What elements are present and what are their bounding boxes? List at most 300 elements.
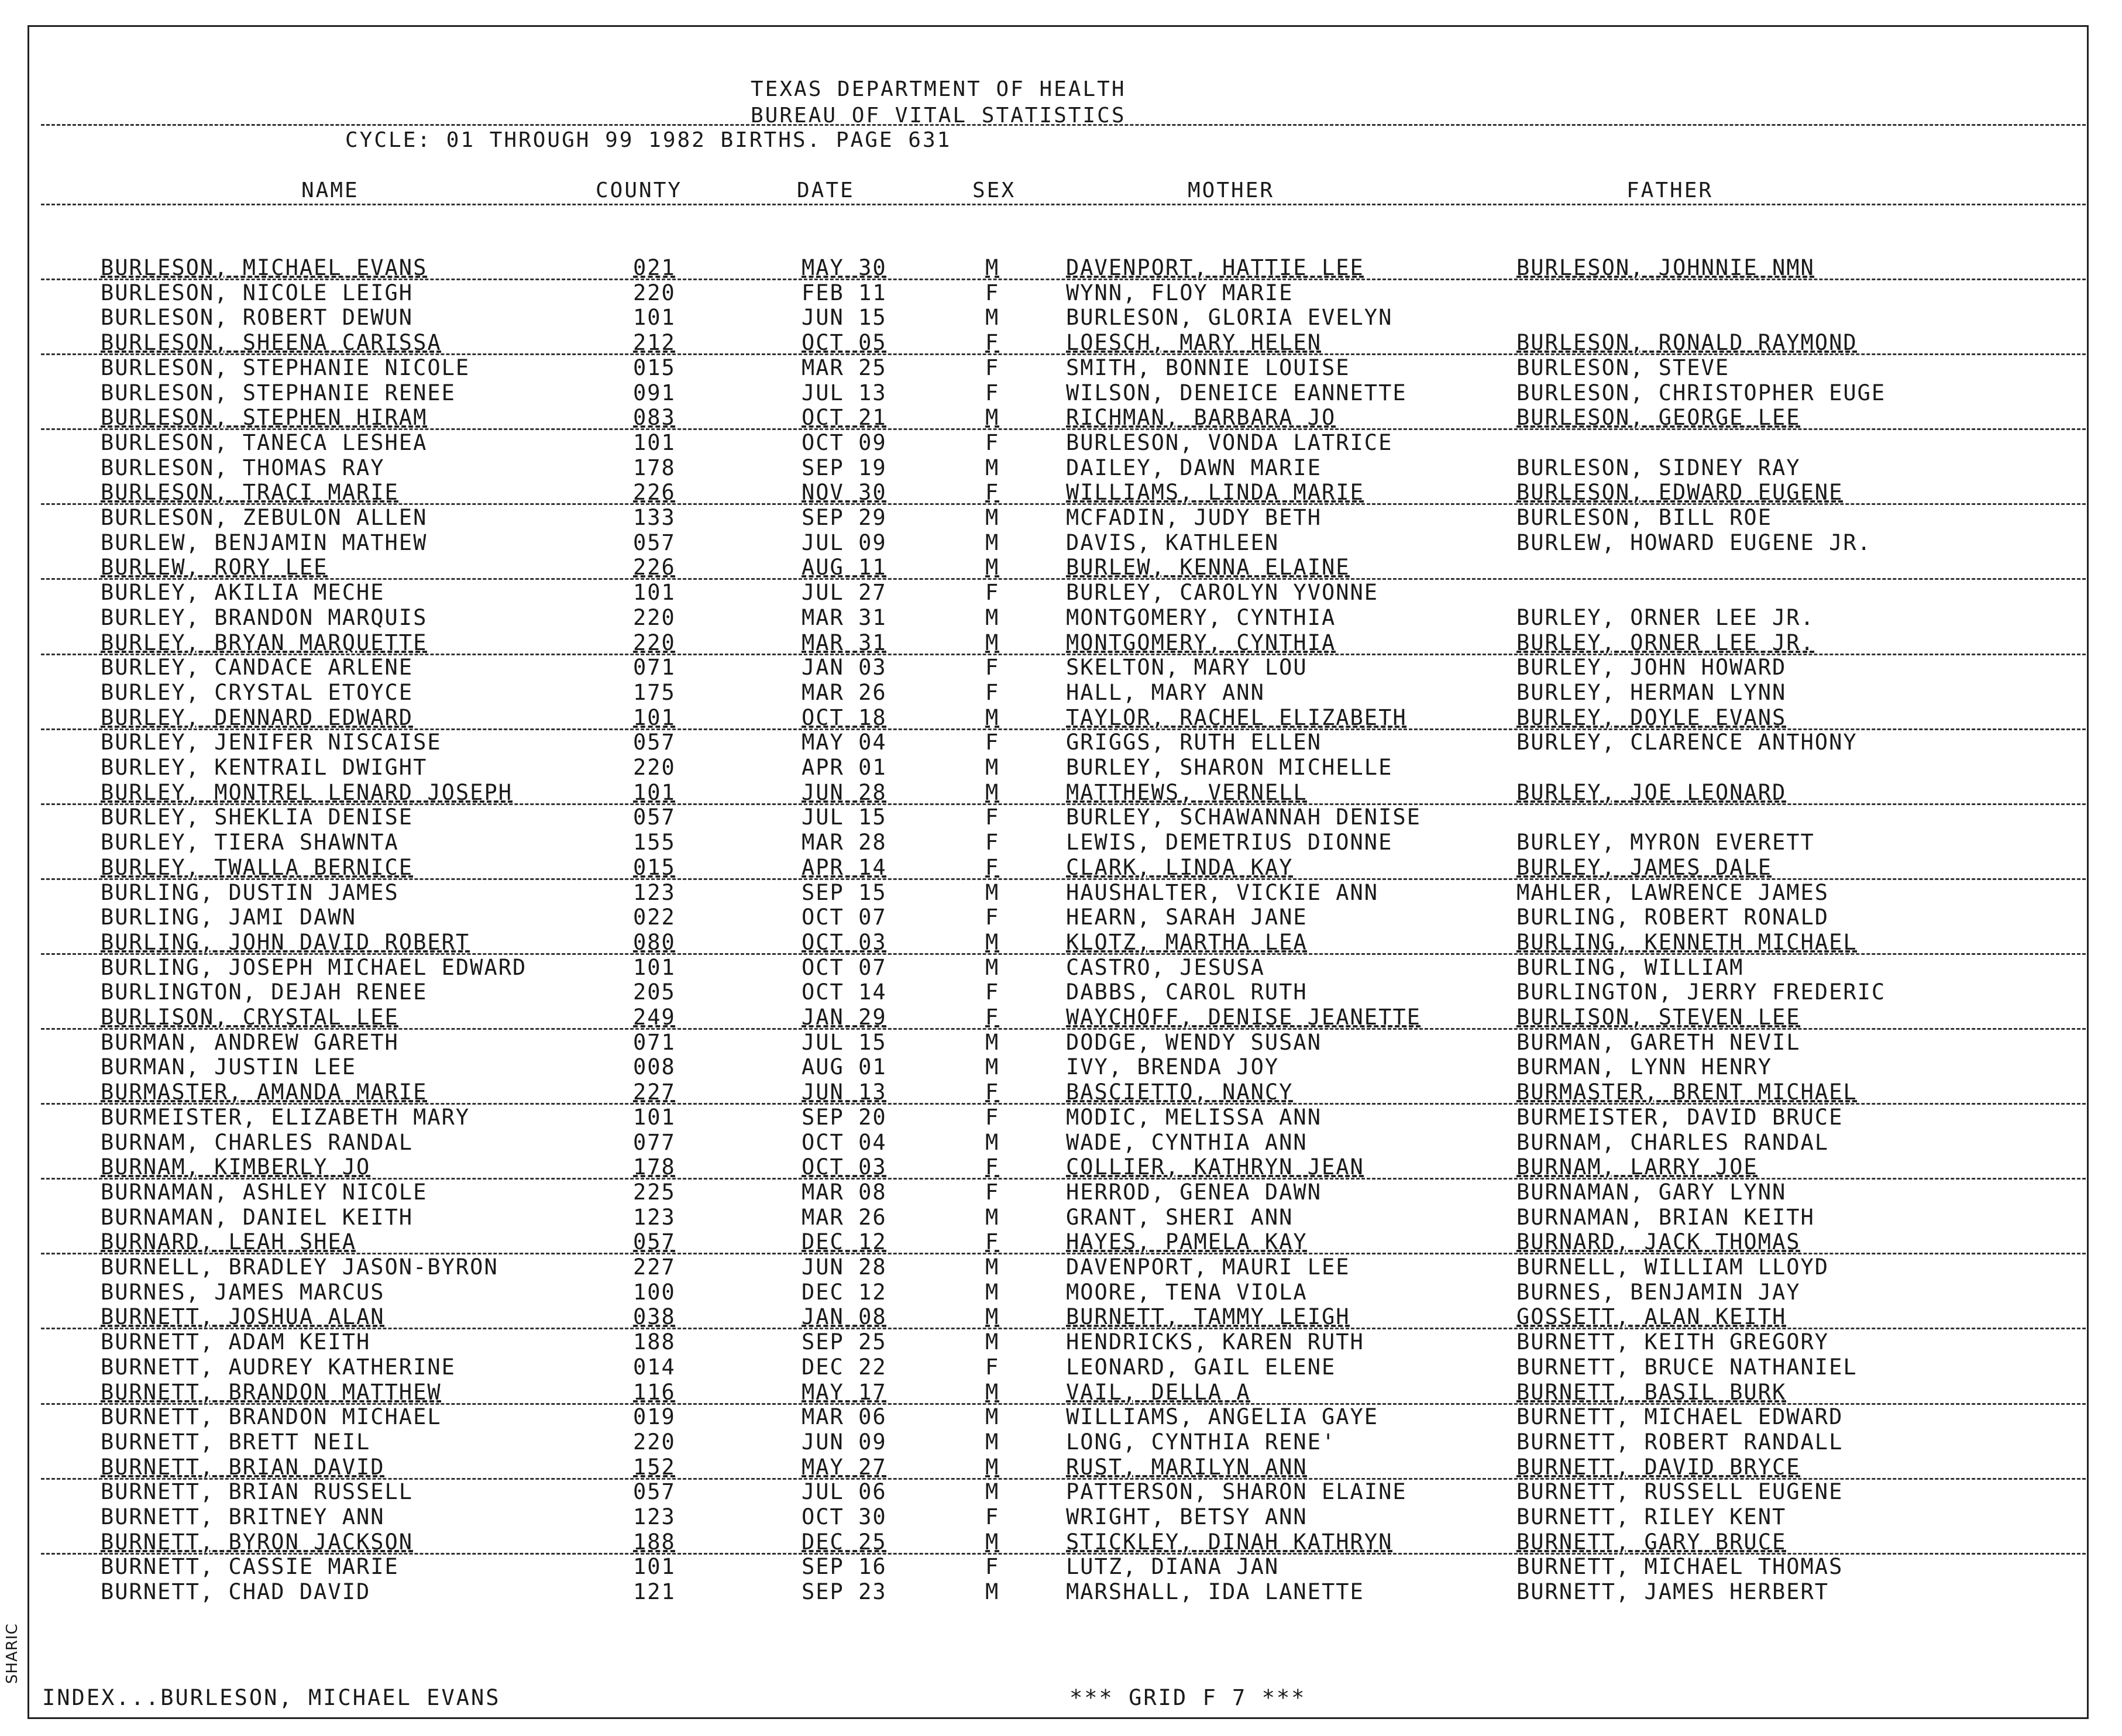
cell-mother: MONTGOMERY, CYNTHIA: [1066, 630, 1336, 655]
cell-county: 008: [633, 1054, 676, 1080]
cell-father: BURLESON, SIDNEY RAY: [1516, 455, 1801, 480]
table-row: [0, 1054, 2122, 1080]
cell-sex: M: [985, 530, 1000, 555]
cell-father: BURLESON, BILL ROE: [1516, 505, 1772, 530]
cell-father: BURNETT, KEITH GREGORY: [1516, 1329, 1829, 1355]
cell-name: BURLEY, DENNARD EDWARD: [101, 705, 414, 730]
cell-sex: F: [985, 580, 1000, 605]
cell-mother: BURLEY, SCHAWANNAH DENISE: [1066, 805, 1421, 830]
cell-date: SEP 20: [802, 1105, 887, 1130]
cell-mother: BASCIETTO, NANCY: [1066, 1080, 1294, 1105]
cell-mother: HERROD, GENEA DAWN: [1066, 1180, 1322, 1205]
cell-county: 133: [633, 505, 676, 530]
cell-father: BURLESON, GEORGE LEE: [1516, 405, 1801, 430]
cell-sex: M: [985, 1030, 1000, 1055]
cell-county: 123: [633, 1205, 676, 1230]
cell-name: BURLEW, BENJAMIN MATHEW: [101, 530, 428, 555]
cell-sex: M: [985, 955, 1000, 980]
cell-date: OCT 30: [802, 1504, 887, 1529]
cell-mother: WILLIAMS, LINDA MARIE: [1066, 480, 1364, 505]
cell-name: BURLESON, ROBERT DEWUN: [101, 305, 414, 330]
cell-date: SEP 29: [802, 505, 887, 530]
table-row: [0, 1254, 2122, 1280]
cell-name: BURNETT, BRITNEY ANN: [101, 1504, 385, 1529]
cell-name: BURLEY, TIERA SHAWNTA: [101, 830, 399, 855]
table-row: [0, 1304, 2122, 1329]
cell-date: MAY 30: [802, 255, 887, 280]
cell-sex: F: [985, 1080, 1000, 1105]
table-row: [0, 1554, 2122, 1579]
cell-sex: M: [985, 1380, 1000, 1405]
table-row: [0, 1080, 2122, 1105]
cell-name: BURLESON, STEPHANIE NICOLE: [101, 355, 470, 380]
cell-date: JUL 27: [802, 580, 887, 605]
cell-county: 091: [633, 380, 676, 405]
cell-county: 021: [633, 255, 676, 280]
cell-name: BURNAMAN, ASHLEY NICOLE: [101, 1180, 428, 1205]
cell-mother: LUTZ, DIANA JAN: [1066, 1554, 1280, 1579]
cell-sex: M: [985, 1329, 1000, 1355]
cell-father: BURLEY, JAMES DALE: [1516, 855, 1772, 880]
cell-county: 123: [633, 880, 676, 905]
cell-mother: HENDRICKS, KAREN RUTH: [1066, 1329, 1364, 1355]
table-row: [0, 330, 2122, 355]
cell-father: BURLINGTON, JERRY FREDERIC: [1516, 979, 1886, 1005]
table-row: [0, 1180, 2122, 1205]
cell-sex: M: [985, 305, 1000, 330]
cell-mother: CLARK, LINDA KAY: [1066, 855, 1294, 880]
cell-date: MAY 04: [802, 730, 887, 755]
cell-father: BURLISON, STEVEN LEE: [1516, 1005, 1801, 1030]
cell-name: BURNAM, CHARLES RANDAL: [101, 1130, 414, 1155]
cell-county: 226: [633, 480, 676, 505]
table-row: [0, 1229, 2122, 1254]
table-row: [0, 1380, 2122, 1405]
table-row: [0, 1355, 2122, 1380]
table-row: [0, 780, 2122, 805]
cell-name: BURLESON, MICHAEL EVANS: [101, 255, 428, 280]
cell-county: 116: [633, 1380, 676, 1405]
bureau-title: BUREAU OF VITAL STATISTICS: [751, 104, 1126, 128]
cell-sex: F: [985, 1105, 1000, 1130]
cell-county: 220: [633, 280, 676, 305]
table-row: [0, 805, 2122, 830]
cell-sex: M: [985, 1304, 1000, 1329]
cell-mother: BURLESON, VONDA LATRICE: [1066, 430, 1393, 455]
cell-name: BURLEY, AKILIA MECHE: [101, 580, 385, 605]
cell-name: BURLESON, TANECA LESHEA: [101, 430, 428, 455]
column-header-mother: MOTHER: [1188, 178, 1275, 202]
table-row: [0, 1280, 2122, 1305]
cell-county: 101: [633, 705, 676, 730]
table-row: [0, 1154, 2122, 1180]
cell-sex: F: [985, 430, 1000, 455]
cell-father: BURNAM, CHARLES RANDAL: [1516, 1130, 1829, 1155]
cell-mother: BURNETT, TAMMY LEIGH: [1066, 1304, 1350, 1329]
cell-mother: BURLEY, CAROLYN YVONNE: [1066, 580, 1379, 605]
cell-county: 057: [633, 530, 676, 555]
cell-name: BURLISON, CRYSTAL LEE: [101, 1005, 399, 1030]
cell-county: 057: [633, 730, 676, 755]
cell-name: BURLEY, MONTREL LENARD JOSEPH: [101, 780, 513, 805]
cell-county: 178: [633, 1154, 676, 1180]
cell-date: JUN 28: [802, 780, 887, 805]
cell-date: OCT 14: [802, 979, 887, 1005]
cell-mother: BURLESON, GLORIA EVELYN: [1066, 305, 1393, 330]
cell-county: 080: [633, 930, 676, 955]
cell-sex: M: [985, 505, 1000, 530]
cell-sex: F: [985, 805, 1000, 830]
header-rule: [41, 124, 2086, 126]
cell-mother: WILSON, DENEICE EANNETTE: [1066, 380, 1407, 405]
cell-mother: DAVIS, KATHLEEN: [1066, 530, 1280, 555]
cell-county: 123: [633, 1504, 676, 1529]
cell-county: 077: [633, 1130, 676, 1155]
cell-sex: M: [985, 1254, 1000, 1280]
cell-county: 071: [633, 655, 676, 680]
table-row: [0, 580, 2122, 605]
table-row: [0, 855, 2122, 880]
cell-father: BURNETT, MICHAEL THOMAS: [1516, 1554, 1844, 1579]
cell-date: DEC 22: [802, 1355, 887, 1380]
table-row: [0, 1404, 2122, 1429]
cell-sex: F: [985, 1554, 1000, 1579]
cell-father: BURNAM, LARRY JOE: [1516, 1154, 1758, 1180]
cell-father: BURNES, BENJAMIN JAY: [1516, 1280, 1801, 1305]
cell-sex: F: [985, 280, 1000, 305]
cell-sex: M: [985, 405, 1000, 430]
cell-mother: WRIGHT, BETSY ANN: [1066, 1504, 1308, 1529]
cell-mother: DAVENPORT, MAURI LEE: [1066, 1254, 1350, 1280]
cell-mother: PATTERSON, SHARON ELAINE: [1066, 1479, 1407, 1504]
cell-mother: BURLEY, SHARON MICHELLE: [1066, 755, 1393, 780]
cell-county: 220: [633, 755, 676, 780]
cell-county: 227: [633, 1254, 676, 1280]
table-row: [0, 880, 2122, 905]
cell-mother: WYNN, FLOY MARIE: [1066, 280, 1294, 305]
cell-sex: F: [985, 655, 1000, 680]
cell-name: BURLING, JAMI DAWN: [101, 905, 356, 930]
table-row: [0, 930, 2122, 955]
cell-sex: M: [985, 780, 1000, 805]
cell-sex: F: [985, 1005, 1000, 1030]
cell-mother: WADE, CYNTHIA ANN: [1066, 1130, 1308, 1155]
cell-sex: F: [985, 979, 1000, 1005]
column-header-father: FATHER: [1626, 178, 1714, 202]
cell-sex: F: [985, 1180, 1000, 1205]
cell-mother: DAVENPORT, HATTIE LEE: [1066, 255, 1364, 280]
cell-sex: M: [985, 1130, 1000, 1155]
cell-mother: WAYCHOFF, DENISE JEANETTE: [1066, 1005, 1421, 1030]
cell-sex: M: [985, 605, 1000, 630]
cell-sex: F: [985, 1229, 1000, 1254]
table-row: [0, 630, 2122, 655]
cell-county: 220: [633, 1429, 676, 1455]
cell-date: JUN 28: [802, 1254, 887, 1280]
cell-county: 014: [633, 1355, 676, 1380]
cell-father: BURLEY, HERMAN LYNN: [1516, 680, 1787, 705]
cell-date: MAR 26: [802, 680, 887, 705]
cell-county: 083: [633, 405, 676, 430]
cell-sex: F: [985, 1504, 1000, 1529]
table-row: [0, 1030, 2122, 1055]
cell-sex: M: [985, 1579, 1000, 1604]
cell-father: BURNETT, ROBERT RANDALL: [1516, 1429, 1844, 1455]
cell-date: MAR 25: [802, 355, 887, 380]
cell-mother: DAILEY, DAWN MARIE: [1066, 455, 1322, 480]
cell-name: BURLEW, RORY LEE: [101, 555, 328, 580]
cell-date: DEC 12: [802, 1229, 887, 1254]
cell-mother: GRIGGS, RUTH ELLEN: [1066, 730, 1322, 755]
table-row: [0, 1429, 2122, 1455]
cell-sex: F: [985, 680, 1000, 705]
cell-name: BURLESON, STEPHEN HIRAM: [101, 405, 428, 430]
cell-mother: GRANT, SHERI ANN: [1066, 1205, 1294, 1230]
table-row: [0, 255, 2122, 280]
cell-date: OCT 18: [802, 705, 887, 730]
cell-date: OCT 07: [802, 905, 887, 930]
cell-county: 152: [633, 1455, 676, 1480]
cell-name: BURNETT, JOSHUA ALAN: [101, 1304, 385, 1329]
table-row: [0, 1529, 2122, 1555]
cell-county: 100: [633, 1280, 676, 1305]
cell-name: BURLEY, KENTRAIL DWIGHT: [101, 755, 428, 780]
cell-date: JAN 08: [802, 1304, 887, 1329]
cell-date: AUG 01: [802, 1054, 887, 1080]
cell-sex: M: [985, 630, 1000, 655]
column-header-sex: SEX: [972, 178, 1016, 202]
cell-father: MAHLER, LAWRENCE JAMES: [1516, 880, 1829, 905]
cell-date: SEP 15: [802, 880, 887, 905]
cell-date: SEP 16: [802, 1554, 887, 1579]
column-header-name: NAME: [301, 178, 359, 202]
cell-date: OCT 05: [802, 330, 887, 355]
cell-date: OCT 03: [802, 930, 887, 955]
cell-date: JUL 15: [802, 1030, 887, 1055]
cell-father: BURMEISTER, DAVID BRUCE: [1516, 1105, 1844, 1130]
cell-county: 101: [633, 1105, 676, 1130]
cell-sex: M: [985, 1280, 1000, 1305]
cell-father: BURLEY, ORNER LEE JR.: [1516, 630, 1815, 655]
cell-date: JUL 13: [802, 380, 887, 405]
table-row: [0, 1455, 2122, 1480]
cell-sex: M: [985, 930, 1000, 955]
cell-sex: M: [985, 1479, 1000, 1504]
cell-date: MAR 08: [802, 1180, 887, 1205]
cell-mother: VAIL, DELLA A: [1066, 1380, 1251, 1405]
cell-name: BURNETT, BRIAN RUSSELL: [101, 1479, 414, 1504]
cell-name: BURLINGTON, DEJAH RENEE: [101, 979, 428, 1005]
cell-name: BURNETT, ADAM KEITH: [101, 1329, 371, 1355]
cell-father: BURLING, KENNETH MICHAEL: [1516, 930, 1858, 955]
cell-county: 188: [633, 1529, 676, 1555]
table-row: [0, 830, 2122, 855]
table-row: [0, 955, 2122, 980]
cell-father: GOSSETT, ALAN KEITH: [1516, 1304, 1787, 1329]
cell-name: BURLESON, NICOLE LEIGH: [101, 280, 414, 305]
cell-sex: M: [985, 255, 1000, 280]
table-row: [0, 1130, 2122, 1155]
cell-sex: M: [985, 1529, 1000, 1555]
cell-mother: STICKLEY, DINAH KATHRYN: [1066, 1529, 1393, 1555]
table-row: [0, 430, 2122, 455]
cell-date: JUL 06: [802, 1479, 887, 1504]
table-row: [0, 455, 2122, 480]
cell-county: 022: [633, 905, 676, 930]
cell-name: BURLING, DUSTIN JAMES: [101, 880, 399, 905]
cell-sex: M: [985, 755, 1000, 780]
cell-county: 220: [633, 605, 676, 630]
table-row: [0, 305, 2122, 330]
cell-name: BURMAN, JUSTIN LEE: [101, 1054, 356, 1080]
cell-name: BURNETT, AUDREY KATHERINE: [101, 1355, 456, 1380]
table-row: [0, 1205, 2122, 1230]
cell-name: BURNES, JAMES MARCUS: [101, 1280, 385, 1305]
cell-mother: TAYLOR, RACHEL ELIZABETH: [1066, 705, 1407, 730]
cell-name: BURLEY, CRYSTAL ETOYCE: [101, 680, 414, 705]
cell-name: BURNAM, KIMBERLY JO: [101, 1154, 371, 1180]
cell-county: 071: [633, 1030, 676, 1055]
cell-name: BURLESON, THOMAS RAY: [101, 455, 385, 480]
cell-date: JUL 15: [802, 805, 887, 830]
table-row: [0, 905, 2122, 930]
table-row: [0, 280, 2122, 305]
cell-mother: DABBS, CAROL RUTH: [1066, 979, 1308, 1005]
cell-mother: CASTRO, JESUSA: [1066, 955, 1265, 980]
cell-sex: F: [985, 905, 1000, 930]
cell-father: BURLEY, MYRON EVERETT: [1516, 830, 1815, 855]
cell-mother: KLOTZ, MARTHA LEA: [1066, 930, 1308, 955]
cell-county: 178: [633, 455, 676, 480]
cell-name: BURNAMAN, DANIEL KEITH: [101, 1205, 414, 1230]
cell-sex: F: [985, 855, 1000, 880]
table-row: [0, 1579, 2122, 1604]
cell-date: SEP 25: [802, 1329, 887, 1355]
cell-father: BURNETT, BASIL BURK: [1516, 1380, 1787, 1405]
column-header-rule: [41, 204, 2086, 205]
side-label: SHARIC: [4, 1623, 21, 1684]
cell-mother: LEONARD, GAIL ELENE: [1066, 1355, 1336, 1380]
cell-date: JUL 09: [802, 530, 887, 555]
cell-sex: F: [985, 1355, 1000, 1380]
cell-mother: MOORE, TENA VIOLA: [1066, 1280, 1308, 1305]
cell-date: OCT 07: [802, 955, 887, 980]
cell-county: 155: [633, 830, 676, 855]
cell-date: OCT 09: [802, 430, 887, 455]
cell-sex: F: [985, 730, 1000, 755]
cell-sex: M: [985, 1054, 1000, 1080]
cell-mother: HALL, MARY ANN: [1066, 680, 1265, 705]
cell-county: 101: [633, 305, 676, 330]
table-row: [0, 505, 2122, 530]
cell-sex: M: [985, 1205, 1000, 1230]
table-row: [0, 355, 2122, 380]
cell-name: BURLEY, JENIFER NISCAISE: [101, 730, 442, 755]
cell-name: BURLESON, STEPHANIE RENEE: [101, 380, 456, 405]
table-row: [0, 1105, 2122, 1130]
cell-date: MAR 31: [802, 630, 887, 655]
cell-date: NOV 30: [802, 480, 887, 505]
table-row: [0, 605, 2122, 630]
cell-county: 057: [633, 805, 676, 830]
cell-name: BURLESON, SHEENA CARISSA: [101, 330, 442, 355]
cell-county: 175: [633, 680, 676, 705]
cell-county: 220: [633, 630, 676, 655]
table-row: [0, 1479, 2122, 1504]
cell-father: BURNAMAN, BRIAN KEITH: [1516, 1205, 1815, 1230]
cell-date: SEP 23: [802, 1579, 887, 1604]
table-row: [0, 755, 2122, 780]
cell-date: MAR 26: [802, 1205, 887, 1230]
cell-name: BURNETT, BRIAN DAVID: [101, 1455, 385, 1480]
table-row: [0, 655, 2122, 680]
cell-name: BURNETT, CASSIE MARIE: [101, 1554, 399, 1579]
cell-county: 188: [633, 1329, 676, 1355]
cell-county: 101: [633, 955, 676, 980]
cell-father: BURLEY, JOE LEONARD: [1516, 780, 1787, 805]
cell-name: BURLEY, TWALLA BERNICE: [101, 855, 414, 880]
cell-sex: F: [985, 380, 1000, 405]
cell-sex: M: [985, 455, 1000, 480]
cell-county: 225: [633, 1180, 676, 1205]
cell-father: BURLESON, CHRISTOPHER EUGE: [1516, 380, 1886, 405]
cell-name: BURNETT, BYRON JACKSON: [101, 1529, 414, 1555]
cell-mother: WILLIAMS, ANGELIA GAYE: [1066, 1404, 1379, 1429]
cell-mother: MODIC, MELISSA ANN: [1066, 1105, 1322, 1130]
cell-date: JAN 29: [802, 1005, 887, 1030]
cell-father: BURNAMAN, GARY LYNN: [1516, 1180, 1787, 1205]
cell-mother: RUST, MARILYN ANN: [1066, 1455, 1308, 1480]
cell-mother: COLLIER, KATHRYN JEAN: [1066, 1154, 1364, 1180]
cell-mother: MATTHEWS, VERNELL: [1066, 780, 1308, 805]
cell-sex: M: [985, 1404, 1000, 1429]
cell-father: BURNELL, WILLIAM LLOYD: [1516, 1254, 1829, 1280]
index-line: INDEX...BURLESON, MICHAEL EVANS: [42, 1685, 501, 1710]
cell-county: 057: [633, 1229, 676, 1254]
cell-date: MAR 31: [802, 605, 887, 630]
cell-county: 015: [633, 355, 676, 380]
cell-father: BURLESON, STEVE: [1516, 355, 1730, 380]
cell-name: BURLING, JOSEPH MICHAEL EDWARD: [101, 955, 527, 980]
cell-county: 057: [633, 1479, 676, 1504]
cell-father: BURNARD, JACK THOMAS: [1516, 1229, 1801, 1254]
cell-county: 101: [633, 1554, 676, 1579]
cell-father: BURLESON, JOHNNIE NMN: [1516, 255, 1815, 280]
cell-mother: LEWIS, DEMETRIUS DIONNE: [1066, 830, 1393, 855]
cell-father: BURMAN, LYNN HENRY: [1516, 1054, 1772, 1080]
table-row: [0, 530, 2122, 555]
cell-name: BURLESON, TRACI MARIE: [101, 480, 399, 505]
cell-father: BURNETT, JAMES HERBERT: [1516, 1579, 1829, 1604]
cell-mother: HEARN, SARAH JANE: [1066, 905, 1308, 930]
cell-mother: HAUSHALTER, VICKIE ANN: [1066, 880, 1379, 905]
column-header-county: COUNTY: [596, 178, 683, 202]
cell-father: BURNETT, BRUCE NATHANIEL: [1516, 1355, 1858, 1380]
cell-father: BURNETT, RUSSELL EUGENE: [1516, 1479, 1844, 1504]
cell-date: APR 14: [802, 855, 887, 880]
cell-date: MAY 17: [802, 1380, 887, 1405]
cell-father: BURMASTER, BRENT MICHAEL: [1516, 1080, 1858, 1105]
cell-mother: DODGE, WENDY SUSAN: [1066, 1030, 1322, 1055]
cell-county: 227: [633, 1080, 676, 1105]
cell-mother: IVY, BRENDA JOY: [1066, 1054, 1280, 1080]
cell-date: DEC 25: [802, 1529, 887, 1555]
table-row: [0, 730, 2122, 755]
cell-date: APR 01: [802, 755, 887, 780]
cell-sex: M: [985, 880, 1000, 905]
cell-mother: RICHMAN, BARBARA JO: [1066, 405, 1336, 430]
cell-county: 205: [633, 979, 676, 1005]
